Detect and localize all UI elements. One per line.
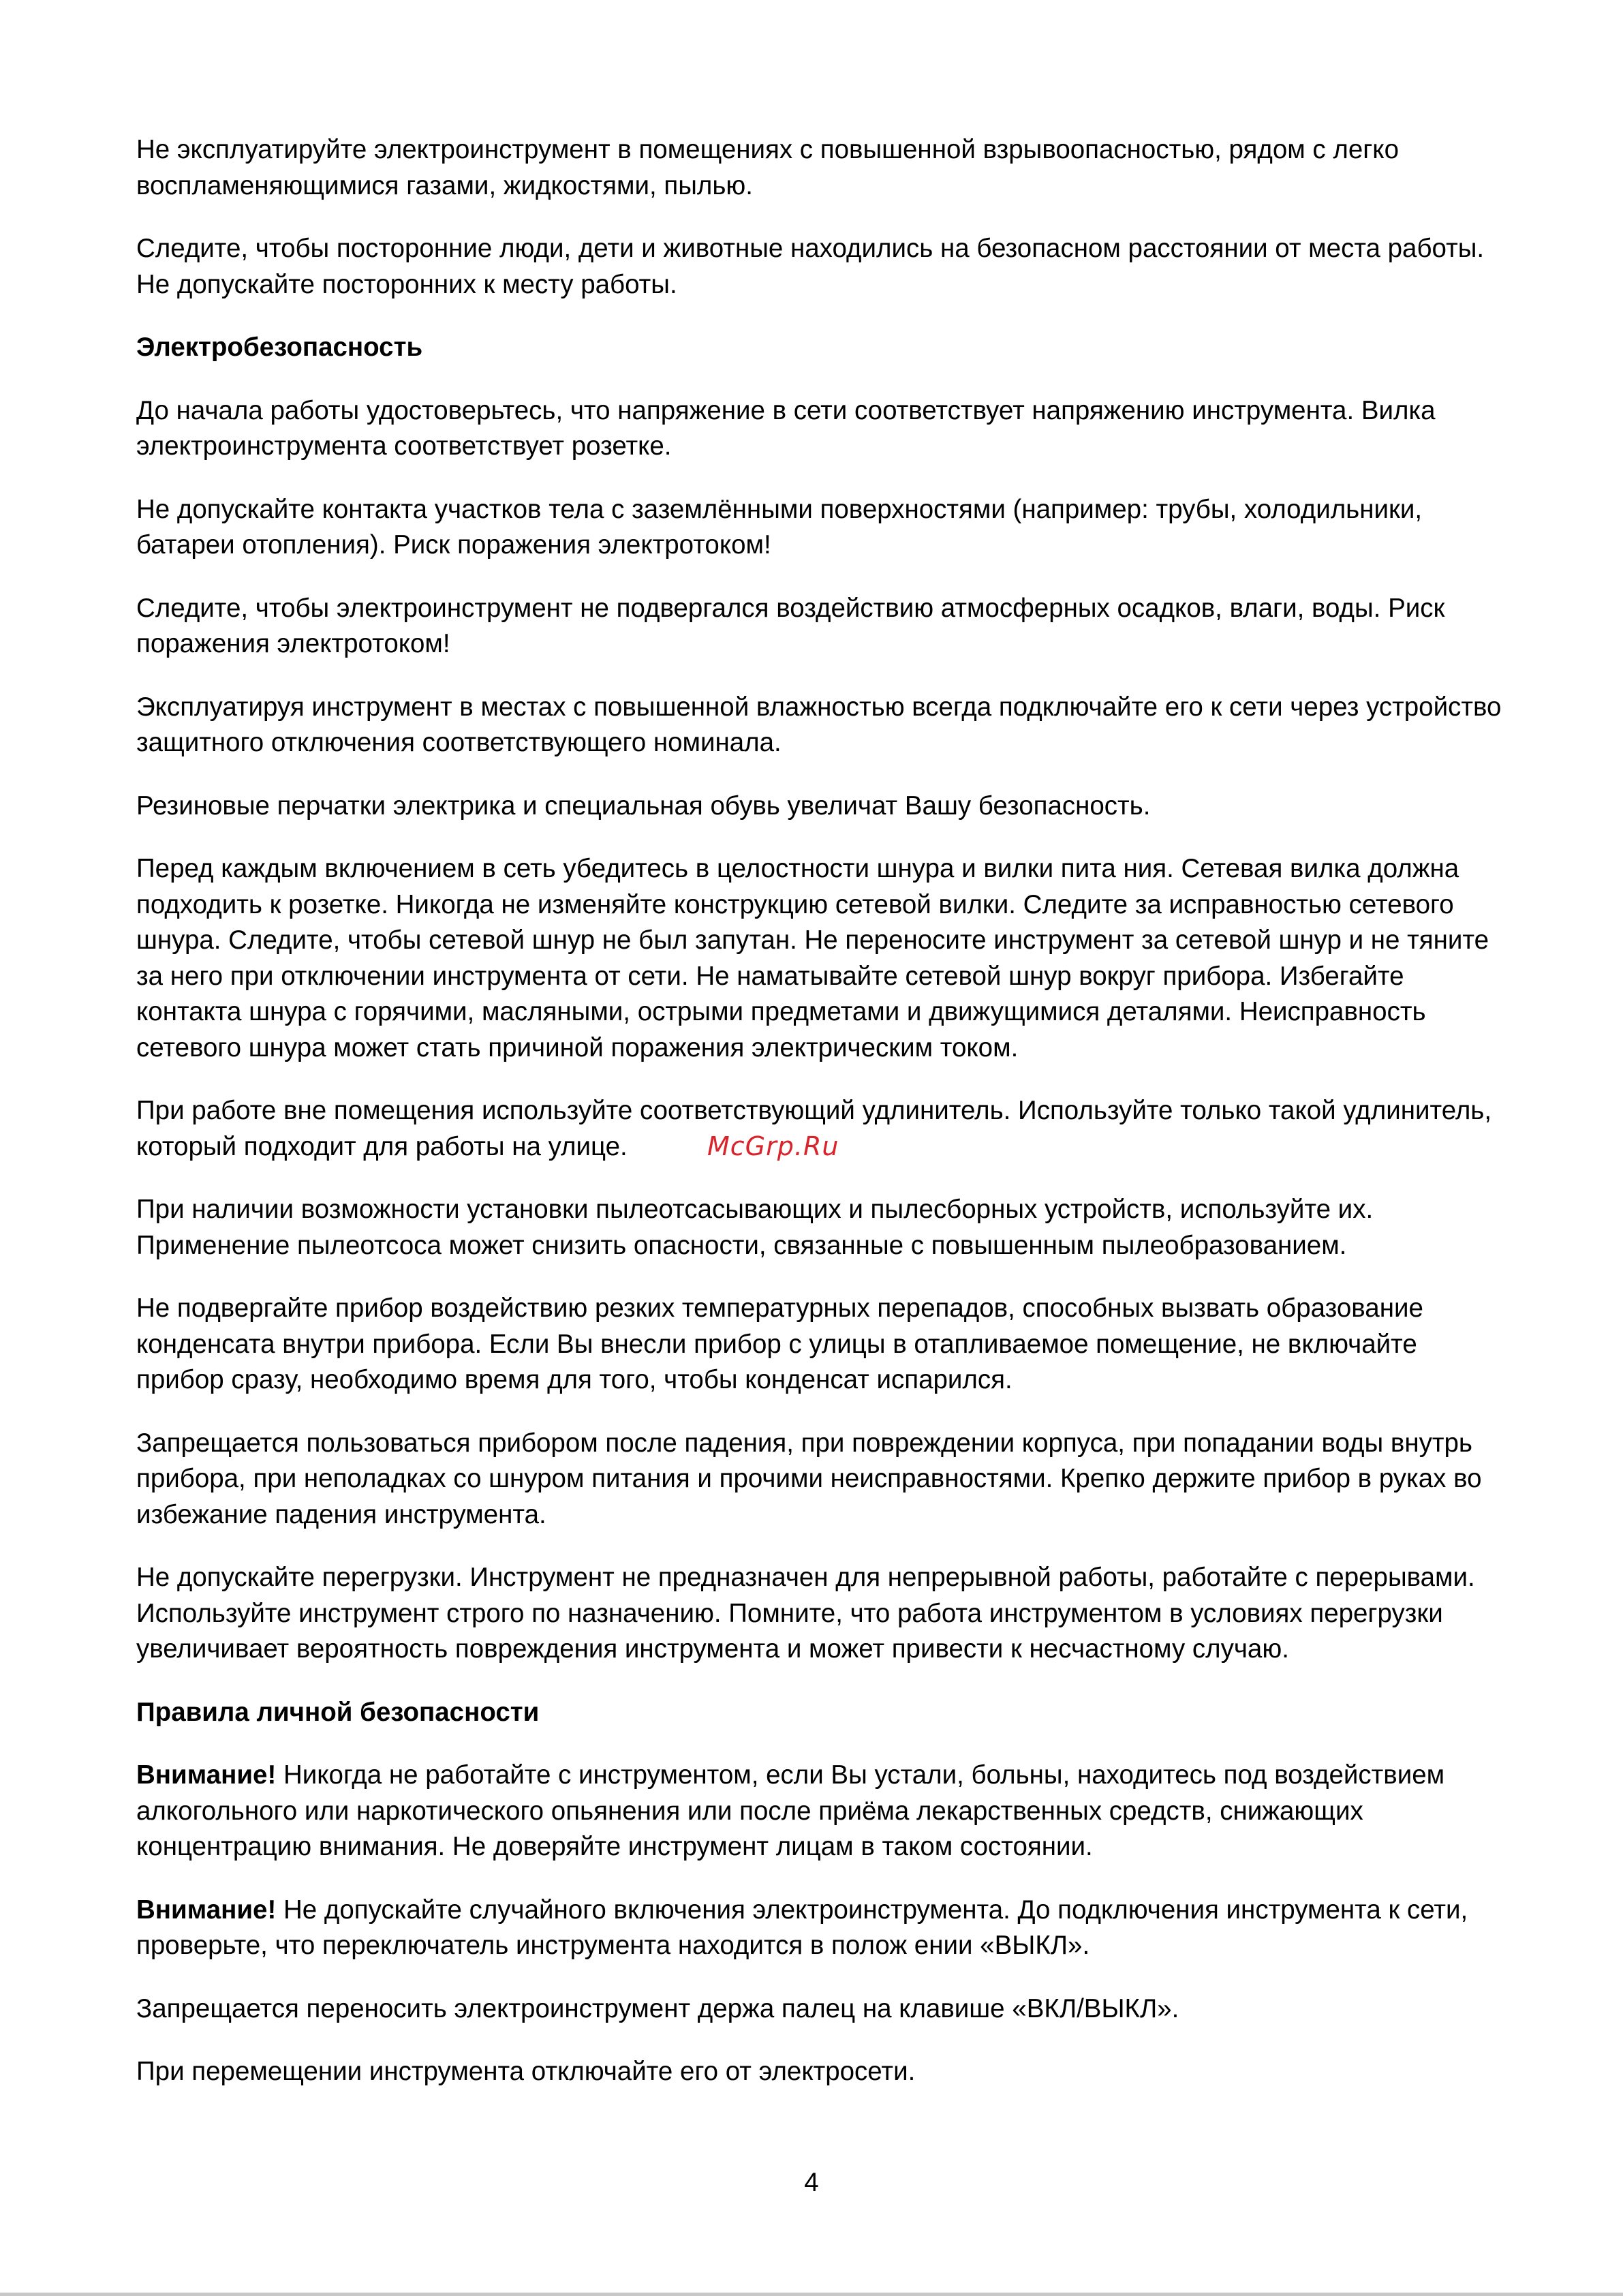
warning-lead: Внимание! <box>136 1760 277 1790</box>
paragraph: Резиновые перчатки электрика и специальная обувь увеличат Вашу безопасность. <box>136 791 1151 821</box>
paragraph <box>136 1758 1506 1865</box>
paragraph: При перемещении инструмента отключайте его от электросети. <box>136 2057 916 2086</box>
paragraph: Не допускайте контакта участков тела с заземлёнными поверхностями (например: трубы, холодильники, батареи отопления). Риск поражения электротоком! <box>136 494 1423 560</box>
paragraph: Не подвергайте прибор воздействию резких температурных перепадов, способных вызвать образование конденсата внутри прибора. Если Вы внесли прибор с улицы в отапливаемое помещение, не включайте прибор сразу, необходимо время для того, чтобы конденсат испарился. <box>136 1294 1423 1394</box>
paragraph-text: Не допускайте случайного включения электроинструмента. До подключения инструмента к сети, проверьте, что переключатель инструмента находится в полож ении «ВЫКЛ». <box>136 1895 1468 1960</box>
paragraph: Перед каждым включением в сеть убедитесь в целостности шнура и вилки пита ния. Сетевая вилка должна подходить к розетке. Никогда не изменяйте конструкцию сетевой вилки. Следите за исправностью сетевого шнура. Следите, чтобы сетевой шнур не был запутан. Не переносите инструмент за сетевой шнур и не тяните за него при отключении инструмента от сети. Не наматывайте сетевой шнур вокруг прибора. Избегайте контакта шнура с горячими, масляными, острыми предметами и движущимися деталями. Неисправность сетевого шнура может стать причиной поражения электрическим током. <box>136 854 1489 1062</box>
document-body <box>136 132 1506 2117</box>
paragraph-text: Никогда не работайте с инструментом, если Вы устали, больны, находитесь под воздействием алкогольного или наркотического опьянения или после приёма лекарственных средств, снижающих концентрацию внимания. Не доверяйте инструмент лицам в таком состоянии. <box>136 1760 1445 1861</box>
section-heading: Электробезопасность <box>136 333 423 362</box>
page-number: 4 <box>804 2168 819 2197</box>
paragraph: Не допускайте перегрузки. Инструмент не предназначен для непрерывной работы, работайте с перерывами. Используйте инструмент строго по назначению. Помните, что работа инструментом в условиях перегрузки увеличивает вероятность повреждения инструмента и может привести к несчастному случаю. <box>136 1563 1475 1664</box>
paragraph: Не эксплуатируйте электроинструмент в помещениях с повышенной взрывоопасностью, рядом с легко воспламеняющимися газами, жидкостями, пылью. <box>136 135 1399 200</box>
paragraph: Запрещается пользоваться прибором после падения, при повреждении корпуса, при попадании воды внутрь прибора, при неполадках со шнуром питания и прочими неисправностями. Крепко держите прибор в руках во избежание падения инструмента. <box>136 1428 1482 1529</box>
paragraph: До начала работы удостоверьтесь, что напряжение в сети соответствует напряжению инструмента. Вилка электроинструмента соответствует розетке. <box>136 395 1436 461</box>
paragraph: Следите, чтобы электроинструмент не подвергался воздействию атмосферных осадков, влаги, воды. Риск поражения электротоком! <box>136 593 1445 658</box>
paragraph: Следите, чтобы посторонние люди, дети и животные находились на безопасном расстоянии от места работы. Не допускайте посторонних к месту работы. <box>136 234 1485 299</box>
paragraph <box>136 1893 1506 1964</box>
warning-lead: Внимание! <box>136 1895 277 1925</box>
section-heading: Правила личной безопасности <box>136 1697 540 1727</box>
watermark-text: McGrp.Ru <box>707 1131 839 1161</box>
page-bottom-edge <box>0 2293 1623 2296</box>
paragraph: Эксплуатируя инструмент в местах с повышенной влажностью всегда подключайте его к сети через устройство защитного отключения соответствующего номинала. <box>136 692 1502 757</box>
paragraph: При наличии возможности установки пылеотсасывающих и пылесборных устройств, используйте их. Применение пылеотсоса может снизить опасности, связанные с повышенным пылеобразованием. <box>136 1195 1374 1260</box>
paragraph: Запрещается переносить электроинструмент держа палец на клавише «ВКЛ/ВЫКЛ». <box>136 1993 1179 2023</box>
paragraph: При работе вне помещения используйте соответствующий удлинитель. Используйте только такой удлинитель, который подходит для работы на улице. <box>136 1096 1492 1161</box>
